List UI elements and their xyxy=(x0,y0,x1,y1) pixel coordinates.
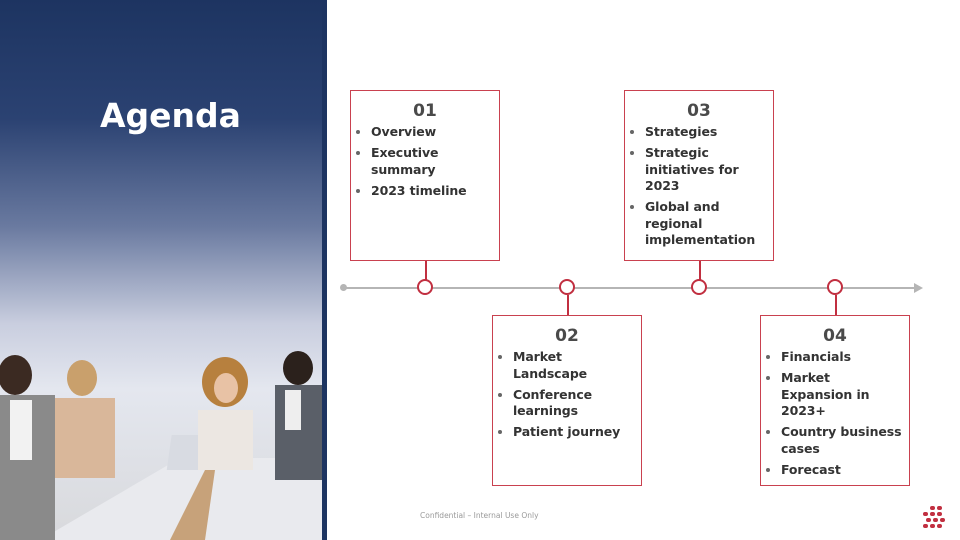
agenda-item: • Conference learnings xyxy=(513,387,635,420)
agenda-item: • Global and regional implementation xyxy=(645,199,767,249)
agenda-item: • 2023 timeline xyxy=(371,183,493,200)
timeline-node-04 xyxy=(827,279,843,295)
agenda-item: • Country business cases xyxy=(781,424,903,457)
slide-title: Agenda xyxy=(100,96,241,135)
divider-bar xyxy=(322,0,327,540)
meeting-photo xyxy=(0,340,322,540)
agenda-item: • Strategic initiatives for 2023 xyxy=(645,145,767,195)
timeline-arrow-icon xyxy=(914,283,923,293)
agenda-number: 01 xyxy=(413,101,437,121)
agenda-item-list xyxy=(761,349,909,478)
timeline-node-01 xyxy=(417,279,433,295)
agenda-card-01 xyxy=(350,90,500,261)
agenda-item-list xyxy=(493,349,641,441)
agenda-number: 04 xyxy=(823,326,847,346)
confidential-footer: Confidential – Internal Use Only xyxy=(420,511,539,520)
connector-01 xyxy=(425,261,427,281)
timeline-node-03 xyxy=(691,279,707,295)
agenda-item: • Overview xyxy=(371,124,493,141)
agenda-item: • Strategies xyxy=(645,124,767,141)
connector-04 xyxy=(835,295,837,315)
red-dot-grid-logo-icon xyxy=(922,506,946,528)
agenda-card-02 xyxy=(492,315,642,486)
agenda-item-list xyxy=(625,124,773,249)
left-hero-panel xyxy=(0,0,322,540)
connector-02 xyxy=(567,295,569,315)
agenda-item: • Patient journey xyxy=(513,424,635,441)
agenda-item: • Forecast xyxy=(781,462,903,479)
timeline-node-02 xyxy=(559,279,575,295)
agenda-card-04 xyxy=(760,315,910,486)
connector-03 xyxy=(699,261,701,281)
agenda-item: • Financials xyxy=(781,349,903,366)
agenda-item: • Executive summary xyxy=(371,145,493,178)
agenda-item-list xyxy=(351,124,499,199)
agenda-card-03 xyxy=(624,90,774,261)
agenda-item: • Market Expansion in 2023+ xyxy=(781,370,903,420)
agenda-number: 03 xyxy=(687,101,711,121)
agenda-item: • Market Landscape xyxy=(513,349,635,382)
agenda-number: 02 xyxy=(555,326,579,346)
